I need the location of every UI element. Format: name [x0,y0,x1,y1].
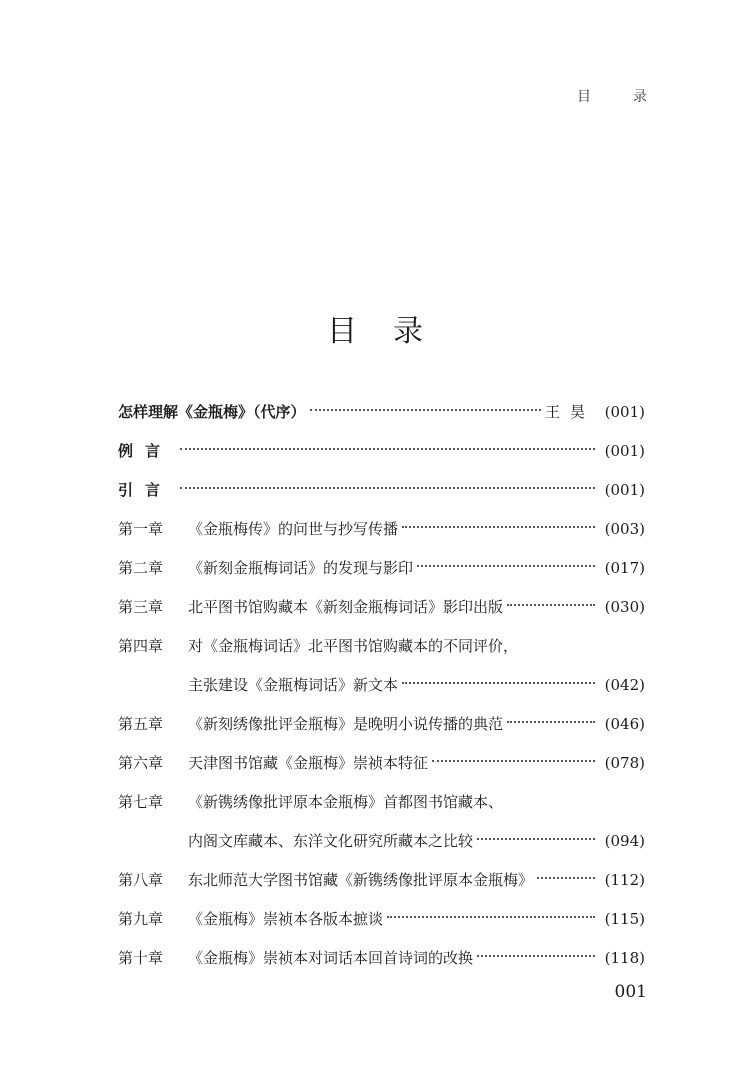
toc-entry[interactable] [118,476,645,515]
toc-entry[interactable] [118,515,645,554]
toc-entry[interactable] [118,593,645,632]
toc-entry[interactable] [118,554,645,593]
running-header: 目 录 [577,89,661,105]
dot-leader [507,604,595,606]
dot-leader [180,448,595,450]
toc-entry-page: (094) [604,832,645,850]
toc-entry-page: (118) [604,949,645,967]
toc-entry-continuation[interactable] [118,671,645,710]
dot-leader [180,487,595,489]
toc-entry-title: 天津图书馆藏《金瓶梅》崇祯本特征 [188,754,429,772]
dot-leader [310,409,541,411]
toc-entry[interactable] [118,710,645,749]
dot-leader [477,955,595,957]
toc-entry-page: (003) [604,520,645,538]
toc-entry-title: 对《金瓶梅词话》北平图书馆购藏本的不同评价， [188,637,519,655]
toc-entry-chapter: 第二章 [118,559,164,577]
toc-entry-title: 《金瓶梅》崇祯本对词话本回首诗词的改换 [188,949,474,967]
toc-entry-title-continued: 内阁文库藏本、东洋文化研究所藏本之比较 [188,832,474,850]
toc-entry-chapter: 引言 [118,481,173,499]
toc-entry[interactable] [118,866,645,905]
toc-entry-chapter: 第七章 [118,793,164,811]
toc-entry-title: 《金瓶梅》崇祯本各版本摭谈 [188,910,384,928]
toc-entry-chapter: 第十章 [118,949,164,967]
toc-entry[interactable] [118,944,645,983]
dot-leader [477,838,595,840]
dot-leader [507,721,595,723]
toc-entry-title: 《新刻金瓶梅词话》的发现与影印 [188,559,414,577]
dot-leader [402,682,595,684]
toc-entry-page: (030) [604,598,645,616]
toc-entry-title: 《新镌绣像批评原本金瓶梅》首都图书馆藏本、 [188,793,504,811]
toc-entry-title-continued: 主张建设《金瓶梅词话》新文本 [188,676,399,694]
toc-entry[interactable] [118,788,645,827]
toc-entry-page: (001) [604,481,645,499]
dot-leader [402,526,595,528]
toc-entry-chapter: 第一章 [118,520,164,538]
toc-entry-continuation[interactable] [118,827,645,866]
toc-entry-page: (042) [604,676,645,694]
toc-entry-title: 怎样理解《金瓶梅》（代序） [118,403,306,421]
toc-entry-page: (078) [604,754,645,772]
toc-entry-title: 东北师范大学图书馆藏《新镌绣像批评原本金瓶梅》 [188,871,534,889]
toc-entry-chapter: 第六章 [118,754,164,772]
toc-entry-title: 《金瓶梅传》的问世与抄写传播 [188,520,399,538]
toc-entry[interactable] [118,749,645,788]
toc-entry-page: (001) [604,442,645,460]
dot-leader [387,916,595,918]
toc-entry[interactable] [118,437,645,476]
toc-entry-chapter: 第九章 [118,910,164,928]
toc-entry-chapter: 第八章 [118,871,164,889]
toc-entry-page: (046) [604,715,645,733]
toc-entry-page: (112) [604,871,645,889]
toc-entry-page: (115) [604,910,645,928]
toc-entry-chapter: 第四章 [118,637,164,655]
toc-entry-title: 《新刻绣像批评金瓶梅》是晚明小说传播的典范 [188,715,504,733]
toc-entry-title: 北平图书馆购藏本《新刻金瓶梅词话》影印出版 [188,598,504,616]
toc-entry[interactable] [118,905,645,944]
toc-entry-page: (017) [604,559,645,577]
table-of-contents [118,398,645,983]
page-number: 001 [614,982,647,1002]
toc-entry[interactable] [118,398,645,437]
toc-entry-chapter: 第五章 [118,715,164,733]
toc-entry-chapter: 例言 [118,442,173,460]
toc-entry[interactable] [118,632,645,671]
toc-entry-chapter: 第三章 [118,598,164,616]
dot-leader [537,877,595,879]
page-title: 目录 [327,314,459,349]
toc-entry-page: (001) [604,403,645,421]
dot-leader [417,565,595,567]
dot-leader [432,760,595,762]
toc-entry-author: 王昊 [544,403,595,421]
